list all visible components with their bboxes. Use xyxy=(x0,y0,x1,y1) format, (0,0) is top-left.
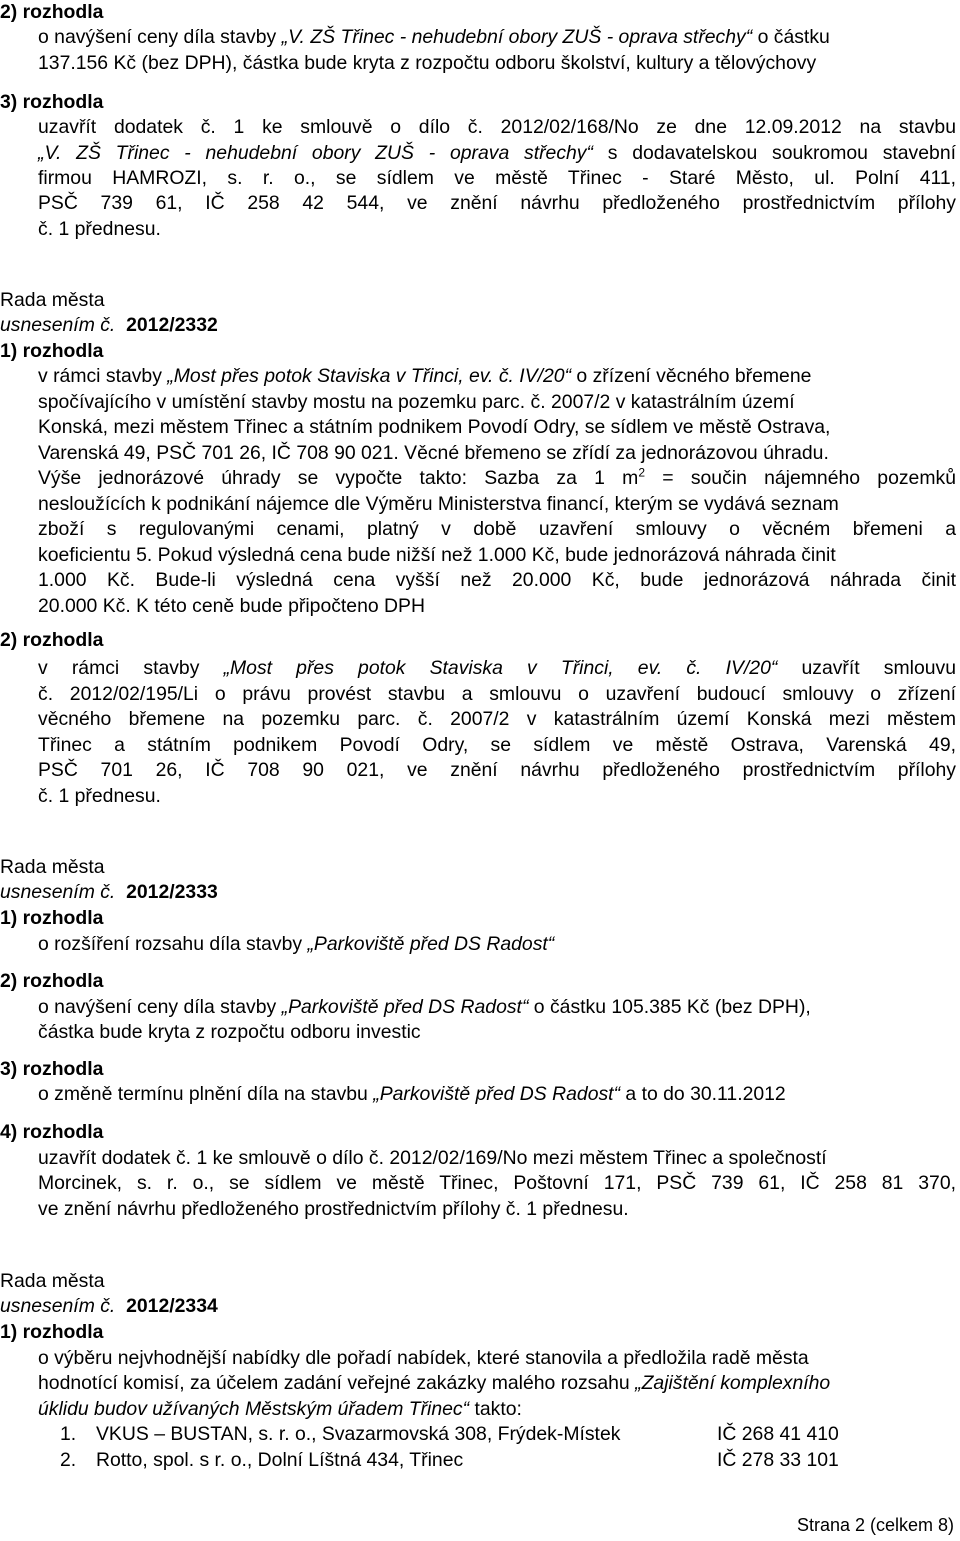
rozhodla-heading: 2) rozhodla xyxy=(0,1,104,23)
project-name: „Parkoviště před DS Radost“ xyxy=(307,933,555,955)
paragraph-line: v rámci stavby „Most přes potok Staviska v Třinci, ev. č. IV/20“ uzavřít smlouvu xyxy=(38,657,957,679)
project-name: „Most přes potok Staviska v Třinci, ev. č. IV/20“ xyxy=(223,657,778,679)
paragraph-line: o změně termínu plnění díla na stavbu „Parkoviště před DS Radost“ a to do 30.11.2012 xyxy=(38,1083,786,1105)
bidder-name: Rotto, spol. s r. o., Dolní Líštná 434, Třinec xyxy=(96,1449,464,1471)
resolution-number: usnesením č. 2012/2334 xyxy=(0,1295,218,1317)
paragraph-line: „V. ZŠ Třinec - nehudební obory ZUŠ - oprava střechy“ s dodavatelskou soukromou stavební xyxy=(38,142,956,164)
rozhodla-heading: 2) rozhodla xyxy=(0,970,104,992)
paragraph-line: uzavřít dodatek č. 1 ke smlouvě o dílo č. 2012/02/169/No mezi městem Třinec a společností xyxy=(38,1147,827,1169)
project-name: „Zajištění komplexního xyxy=(635,1372,831,1394)
paragraph-line: PSČ 739 61, IČ 258 42 544, ve znění návrhu předloženého prostřednictvím přílohy xyxy=(38,192,956,214)
project-name: „V. ZŠ Třinec - nehudební obory ZUŠ - oprava střechy“ xyxy=(38,142,593,164)
paragraph-line: ve znění návrhu předloženého prostřednictvím přílohy č. 1 přednesu. xyxy=(38,1198,629,1220)
paragraph-line: 137.156 Kč (bez DPH), částka bude kryta z rozpočtu odboru školství, kultury a tělovýchovy xyxy=(38,52,817,74)
bidder-name: VKUS – BUSTAN, s. r. o., Svazarmovská 308, Frýdek-Místek xyxy=(96,1423,621,1445)
paragraph-line: Konská, mezi městem Třinec a státním podnikem Povodí Odry, se sídlem ve městě Ostrava, xyxy=(38,416,831,438)
paragraph-line: úklidu budov užívaných Městským úřadem Třinec“ takto: xyxy=(38,1398,522,1420)
paragraph-line: č. 2012/02/195/Li o právu provést stavbu a smlouvu o uzavření budoucí smlouvy o zřízení xyxy=(38,683,956,705)
project-name: „Most přes potok Staviska v Třinci, ev. č. IV/20“ xyxy=(167,365,572,387)
paragraph-line: nesloužících k podnikání nájemce dle Výměru Ministerstva financí, kterým se vydává seznam xyxy=(38,493,839,515)
paragraph-line: 20.000 Kč. K této ceně bude připočteno DPH xyxy=(38,595,425,617)
paragraph-line: o navýšení ceny díla stavby „V. ZŠ Třinec - nehudební obory ZUŠ - oprava střechy“ o částku xyxy=(38,26,830,48)
paragraph-line: Varenská 49, PSČ 701 26, IČ 708 90 021. Věcné břemeno se zřídí za jednorázovou úhradu. xyxy=(38,442,829,464)
project-name: „Parkoviště před DS Radost“ xyxy=(373,1083,621,1105)
bidder-row xyxy=(60,1447,76,1473)
paragraph-line: o výběru nejvhodnější nabídky dle pořadí nabídek, které stanovila a předložila radě města xyxy=(38,1347,809,1369)
paragraph-line: Výše jednorázové úhrady se vypočte takto: Sazba za 1 $m^2$ = součin nájemného pozemků xyxy=(38,465,956,489)
bidder-ic: IČ 278 33 101 xyxy=(717,1449,839,1471)
rada-mesta-label: Rada města xyxy=(0,856,105,878)
bidder-number: 1. xyxy=(60,1423,77,1445)
rozhodla-heading: 1) rozhodla xyxy=(0,1321,104,1343)
paragraph-line: Morcinek, s. r. o., se sídlem ve městě Třinec, Poštovní 171, PSČ 739 61, IČ 258 81 370, xyxy=(38,1172,956,1194)
resolution-number: usnesením č. 2012/2332 xyxy=(0,314,218,336)
paragraph-line: koeficientu 5. Pokud výsledná cena bude nižší než 1.000 Kč, bude jednorázová náhrada činit xyxy=(38,544,836,566)
paragraph-line: uzavřít dodatek č. 1 ke smlouvě o dílo č. 2012/02/168/No ze dne 12.09.2012 na stavbu xyxy=(38,116,956,138)
project-name: úklidu budov užívaných Městským úřadem Třinec“ xyxy=(38,1398,470,1420)
page-number: Strana 2 (celkem 8) xyxy=(796,1515,954,1535)
rozhodla-heading: 3) rozhodla xyxy=(0,1058,104,1080)
paragraph-line: PSČ 701 26, IČ 708 90 021, ve znění návrhu předloženého prostřednictvím přílohy xyxy=(38,759,956,781)
rozhodla-heading: 3) rozhodla xyxy=(0,91,104,113)
paragraph-line: hodnotící komisí, za účelem zadání veřejné zakázky malého rozsahu „Zajištění komplexního xyxy=(38,1372,831,1394)
paragraph-line: o rozšíření rozsahu díla stavby „Parkoviště před DS Radost“ xyxy=(38,933,555,955)
paragraph-line: částka bude kryta z rozpočtu odboru investic xyxy=(38,1021,421,1043)
project-name: „Parkoviště před DS Radost“ xyxy=(281,996,529,1018)
paragraph-line: v rámci stavby „Most přes potok Staviska v Třinci, ev. č. IV/20“ o zřízení věcného břemene xyxy=(38,365,812,387)
paragraph-line: Třinec a státním podnikem Povodí Odry, se sídlem ve městě Ostrava, Varenská 49, xyxy=(38,734,956,756)
paragraph-line: zboží s regulovanými cenami, platný v době uzavření smlouvy o věcném břemeni a xyxy=(38,518,956,540)
rada-mesta-label: Rada města xyxy=(0,1270,105,1292)
resolution-number: usnesením č. 2012/2333 xyxy=(0,881,218,903)
rozhodla-heading: 1) rozhodla xyxy=(0,907,104,929)
bidder-number: 2. xyxy=(60,1449,77,1471)
paragraph-line: č. 1 přednesu. xyxy=(38,785,161,807)
paragraph-line: č. 1 přednesu. xyxy=(38,218,161,240)
paragraph-line: o navýšení ceny díla stavby „Parkoviště před DS Radost“ o částku 105.385 Kč (bez DPH), xyxy=(38,996,811,1018)
paragraph-line: 1.000 Kč. Bude-li výsledná cena vyšší než 20.000 Kč, bude jednorázová náhrada činit xyxy=(38,569,956,591)
rozhodla-heading: 2) rozhodla xyxy=(0,629,104,651)
bidder-ic: IČ 268 41 410 xyxy=(717,1423,839,1445)
rozhodla-heading: 1) rozhodla xyxy=(0,340,104,362)
rada-mesta-label: Rada města xyxy=(0,289,105,311)
paragraph-line: věcného břemene na pozemku parc. č. 2007/2 v katastrálním území Konská mezi městem xyxy=(38,708,956,730)
paragraph-line: firmou HAMROZI, s. r. o., se sídlem ve městě Třinec - Staré Město, ul. Polní 411, xyxy=(38,167,956,189)
paragraph-line: spočívajícího v umístění stavby mostu na pozemku parc. č. 2007/2 v katastrálním území xyxy=(38,391,795,413)
bidder-row xyxy=(60,1421,76,1447)
project-name: „V. ZŠ Třinec - nehudební obory ZUŠ - oprava střechy“ xyxy=(281,26,753,48)
rozhodla-heading: 4) rozhodla xyxy=(0,1121,104,1143)
